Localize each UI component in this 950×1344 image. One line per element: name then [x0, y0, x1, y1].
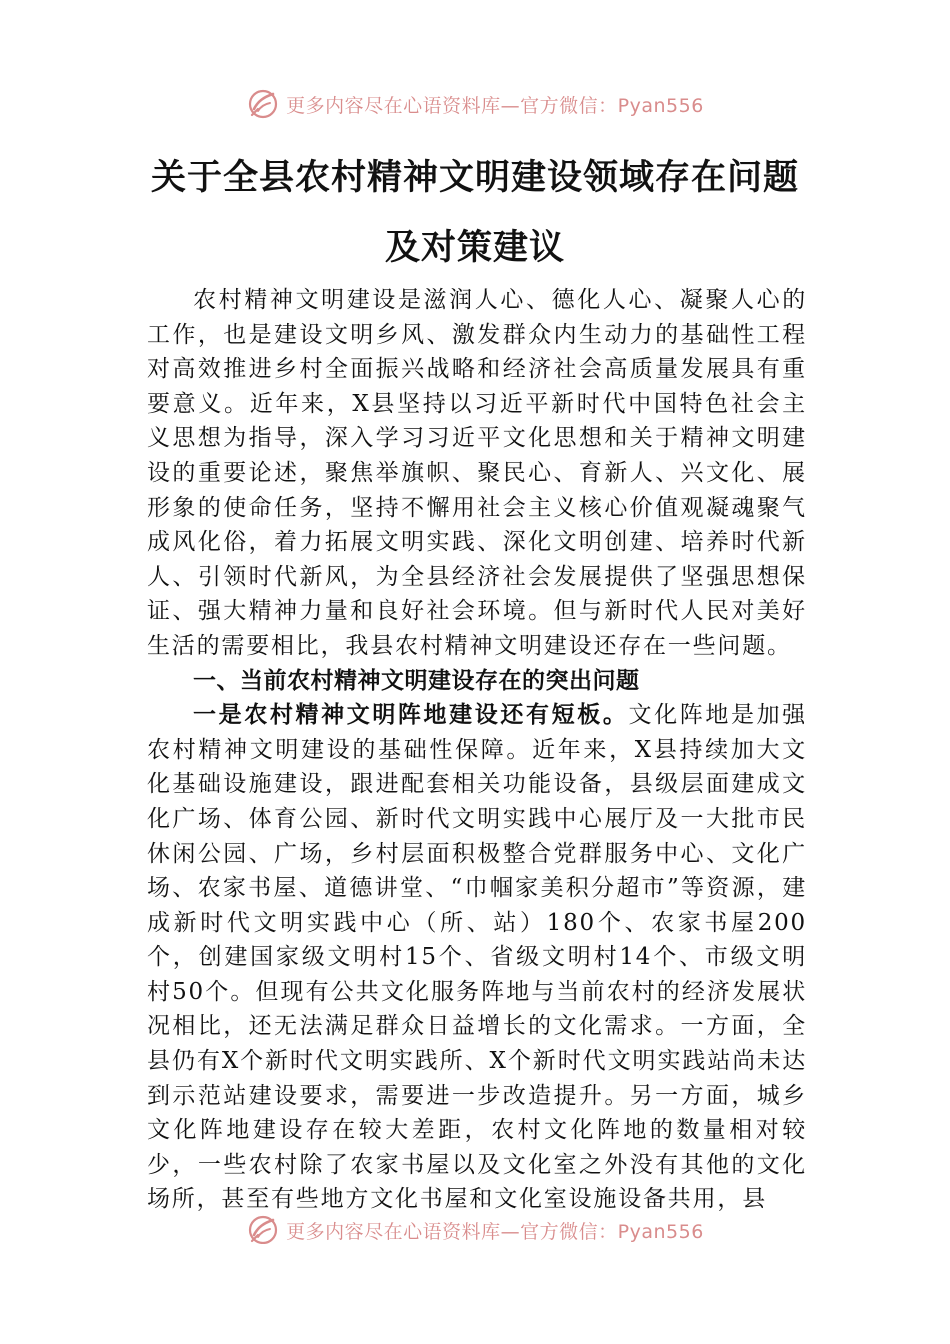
point-lead: 一是农村精神文明阵地建设还有短板。 — [193, 701, 629, 729]
brush-logo-icon — [246, 87, 280, 121]
document-body — [147, 283, 807, 1217]
footer-watermark — [0, 1204, 950, 1244]
header-watermark — [0, 84, 950, 124]
intro-paragraph: 农村精神文明建设是滋润人心、德化人心、凝聚人心的工作，也是建设文明乡风、激发群众内生动力的基础性工程对高效推进乡村全面振兴战略和经济社会高质量发展具有重要意义。近年来，X县坚持以习近平新时代中国特色社会主义思想为指导，深入学习习近平文化思想和关于精神文明建设的重要论述，聚焦举旗帜、聚民心、育新人、兴文化、展形象的使命任务，坚持不懈用社会主义核心价值观凝魂聚气成风化俗，着力拓展文明实践、深化文明创建、培养时代新人、引领时代新风，为全县经济社会发展提供了坚强思想保证、强大精神力量和良好社会环境。但与新时代人民对美好生活的需要相比，我县农村精神文明建设还存在一些问题。 — [147, 287, 807, 659]
document-title-line1: 关于全县农村精神文明建设领域存在问题 — [150, 157, 799, 198]
watermark-text: 更多内容尽在心语资料库—官方微信：Pyan556 — [286, 94, 704, 117]
point-text: 文化阵地是加强农村精神文明建设的基础性保障。近年来，X县持续加大文化基础设施建设，跟进配套相关功能设备，县级层面建成文化广场、体育公园、新时代文明实践中心展厅及一大批市民休闲公园、广场，乡村层面积极整合党群服务中心、文化广场、农家书屋、道德讲堂、“巾帼家美积分超市”等资源，建成新时代文明实践中心（所、站）180个、农家书屋200个，创建国家级文明村15个、省级文明村14个、市级文明村50个。但现有公共文化服务阵地与当前农村的经济发展状况相比，还无法满足群众日益增长的文化需求。一方面，全县仍有X个新时代文明实践所、X个新时代文明实践站尚未达到示范站建设要求，需要进一步改造提升。另一方面，城乡文化阵地建设存在较大差距，农村文化阵地的数量相对较少，一些农村除了农家书屋以及文化室之外没有其他的文化场所，甚至有些地方文化书屋和文化室设施设备共用，县 — [147, 702, 807, 1213]
point-paragraph — [147, 698, 807, 1217]
watermark-text: 更多内容尽在心语资料库—官方微信：Pyan556 — [286, 1220, 704, 1243]
document-title-line2: 及对策建议 — [384, 227, 565, 268]
brush-logo-icon — [246, 1213, 280, 1244]
section-heading: 一、当前农村精神文明建设存在的突出问题 — [193, 667, 640, 694]
